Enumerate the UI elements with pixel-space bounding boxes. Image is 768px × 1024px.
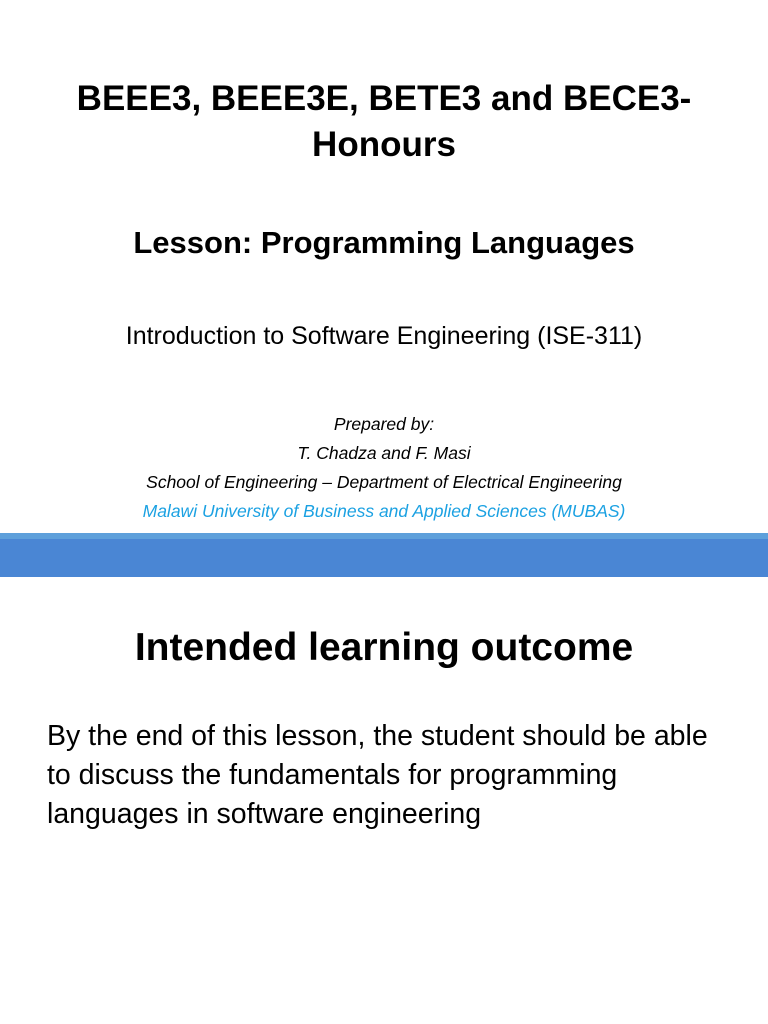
course-name: Introduction to Software Engineering (ISE-311) (125, 322, 643, 350)
outcome-body: By the end of this lesson, the student should be able to discuss the fundamentals for programming languages in software engineering (47, 720, 708, 830)
credits-block (0, 410, 768, 526)
outcome-slide (0, 577, 768, 1024)
outcome-heading: Intended learning outcome (134, 626, 634, 669)
department: School of Engineering – Department of Electrical Engineering (146, 472, 622, 492)
authors: T. Chadza and F. Masi (297, 443, 471, 463)
slide-title: BEEE3, BEEE3E, BETE3 and BECE3-Honours (76, 79, 692, 164)
prepared-by-label: Prepared by: (333, 414, 435, 434)
slide-divider-bar (0, 539, 768, 577)
lesson-title: Lesson: Programming Languages (133, 225, 635, 260)
university-name: Malawi University of Business and Applied Sciences (MUBAS) (142, 501, 626, 521)
